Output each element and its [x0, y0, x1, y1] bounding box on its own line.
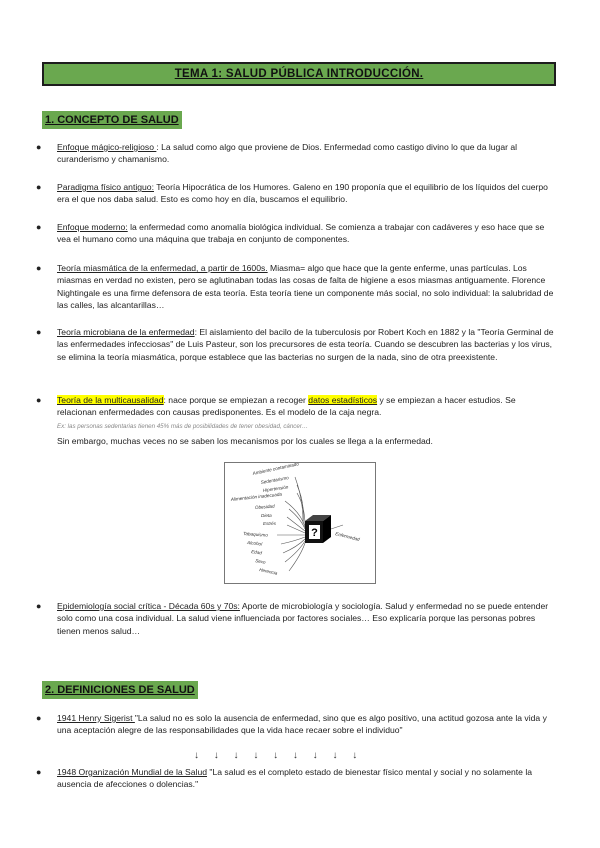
item-term: Teoría microbiana de la enfermedad: [57, 327, 195, 337]
diagram-input: Alimentación inadecuada: [230, 491, 283, 502]
bullet-icon: ●: [36, 395, 42, 405]
list-item: [36, 600, 556, 637]
item-text: Miasma= algo que hace que la gente enferme, unas partículas. Los miasmas en verdad no existen, pero se aglutinaban todas las cosas de falta de higiene a esos miasmas antiguamente. Florence Nightingale es una firme defensora de esta teoría. Esta teoría tiene un componente más social, no solo individual: la salubridad de las calles, las alcantarillas…: [57, 263, 554, 311]
black-box-figure: [225, 463, 375, 583]
item-text: : La salud como algo que proviene de Dios. Enfermedad como castigo divino lo que da lugar al curanderismo y chamanismo.: [57, 142, 518, 165]
bullet-icon: ●: [36, 601, 42, 611]
item-text: : nace porque se empiezan a recoger: [163, 395, 309, 405]
bullet-icon: ●: [36, 327, 42, 337]
paragraph-note: Sin embargo, muchas veces no se saben los mecanismos por los cuales se llega a la enfermedad.: [57, 436, 433, 446]
list-item: [36, 712, 556, 737]
diagram-input: Alcohol: [246, 540, 263, 547]
bullet-icon: ●: [36, 182, 42, 192]
down-arrows: ↓ ↓ ↓ ↓ ↓ ↓ ↓ ↓ ↓: [194, 750, 364, 761]
list-item: [36, 141, 556, 166]
item-text: "La salud es el completo estado de bienestar físico mental y social y no solamente la ausencia de afecciones o dolencias.": [57, 767, 533, 790]
item-text: "La salud no es solo la ausencia de enfermedad, sino que es algo positivo, una actitud gozosa ante la vida y una aceptación alegre de las responsabilidades que la vida hace recaer sobre el individuo": [57, 713, 547, 736]
item-text: la enfermedad como anomalía biológica individual. Se comienza a trabajar con cadáveres y eso hace que se vea el humano como una máquina que trabaja en conjunto de componentes.: [57, 222, 545, 245]
item-term: Enfoque moderno:: [57, 222, 128, 232]
question-mark-label: ?: [311, 527, 318, 539]
item-text: Teoría Hipocrática de los Humores. Galeno en 190 proponía que el equilibrio de los líquidos del cuerpo era el que nos daba salud. Esto es como hoy en día, buscamos el equilibrio.: [57, 182, 548, 205]
bullet-icon: ●: [36, 222, 42, 232]
list-item-multicausalidad: [36, 394, 556, 419]
diagram-output: Enfermedad: [334, 531, 361, 543]
list-item: [36, 766, 556, 791]
item-text: Aporte de microbiología y sociología. Salud y enfermedad no se puede entender solo como una cosa individual. La salud viene influenciada por factores sociales… Eso explicaría porque las personas pobres tienen menos salud…: [57, 601, 549, 636]
list-item: [36, 181, 556, 206]
list-item: [36, 221, 556, 246]
item-text: : El aislamiento del bacilo de la tuberculosis por Robert Koch en 1882 y la "Teoría Germinal de las enfermedades infecciosas" de Luis Pasteur, son los precursores de esta teoría. Cuando se descubren las bacterias y los virus, se elimina la teoría miasmática, porque establece que las bacterias no surgen de la nada, sino de otra preexistente.: [57, 327, 554, 362]
item-term: Epidemiología social crítica - Década 60s y 70s:: [57, 601, 240, 611]
item-term: 1948 Organización Mundial de la Salud: [57, 767, 208, 777]
black-box-diagram: [224, 462, 376, 584]
highlighted-text: datos estadísticos: [308, 395, 378, 405]
bullet-icon: ●: [36, 142, 42, 152]
diagram-input: Tabaquismo: [242, 531, 269, 538]
item-term: 1941 Henry Sigerist: [57, 713, 135, 723]
black-box-cube: [305, 515, 331, 543]
diagram-input: Sexo: [254, 558, 267, 565]
diagram-input: Edad: [250, 549, 263, 556]
bullet-icon: ●: [36, 767, 42, 777]
item-term: Teoría de la multicausalidad: [57, 395, 164, 405]
diagram-input: Hipertensión: [262, 484, 289, 493]
section-heading-definiciones: 2. DEFINICIONES DE SALUD: [42, 681, 198, 699]
section-heading-concepto: 1. CONCEPTO DE SALUD: [42, 111, 182, 129]
page-title: TEMA 1: SALUD PÚBLICA INTRODUCCIÓN.: [42, 62, 556, 86]
diagram-input: Obesidad: [254, 503, 275, 510]
bullet-icon: ●: [36, 713, 42, 723]
example-note: Ex: las personas sedentarias tienen 45% más de posibilidades de tener obesidad, cáncer…: [57, 423, 309, 430]
list-item: [36, 326, 556, 363]
diagram-input: Estrés: [263, 521, 277, 526]
diagram-input: Herencia: [258, 567, 278, 576]
diagram-input: Ambiente contaminado: [252, 463, 300, 476]
diagram-input: Sedentarismo: [260, 475, 290, 485]
diagram-input: Dieta: [261, 513, 272, 518]
list-item: [36, 262, 556, 312]
item-term: Teoría miasmática de la enfermedad, a partir de 1600s.: [57, 263, 268, 273]
item-term: Paradigma físico antiguo:: [57, 182, 154, 192]
bullet-icon: ●: [36, 263, 42, 273]
item-term: Enfoque mágico-religioso: [57, 142, 157, 152]
item-text: y se empiezan a hacer estudios. Se relacionan enfermedades con causas predisponentes. Es el modelo de la caja negra.: [57, 395, 516, 418]
